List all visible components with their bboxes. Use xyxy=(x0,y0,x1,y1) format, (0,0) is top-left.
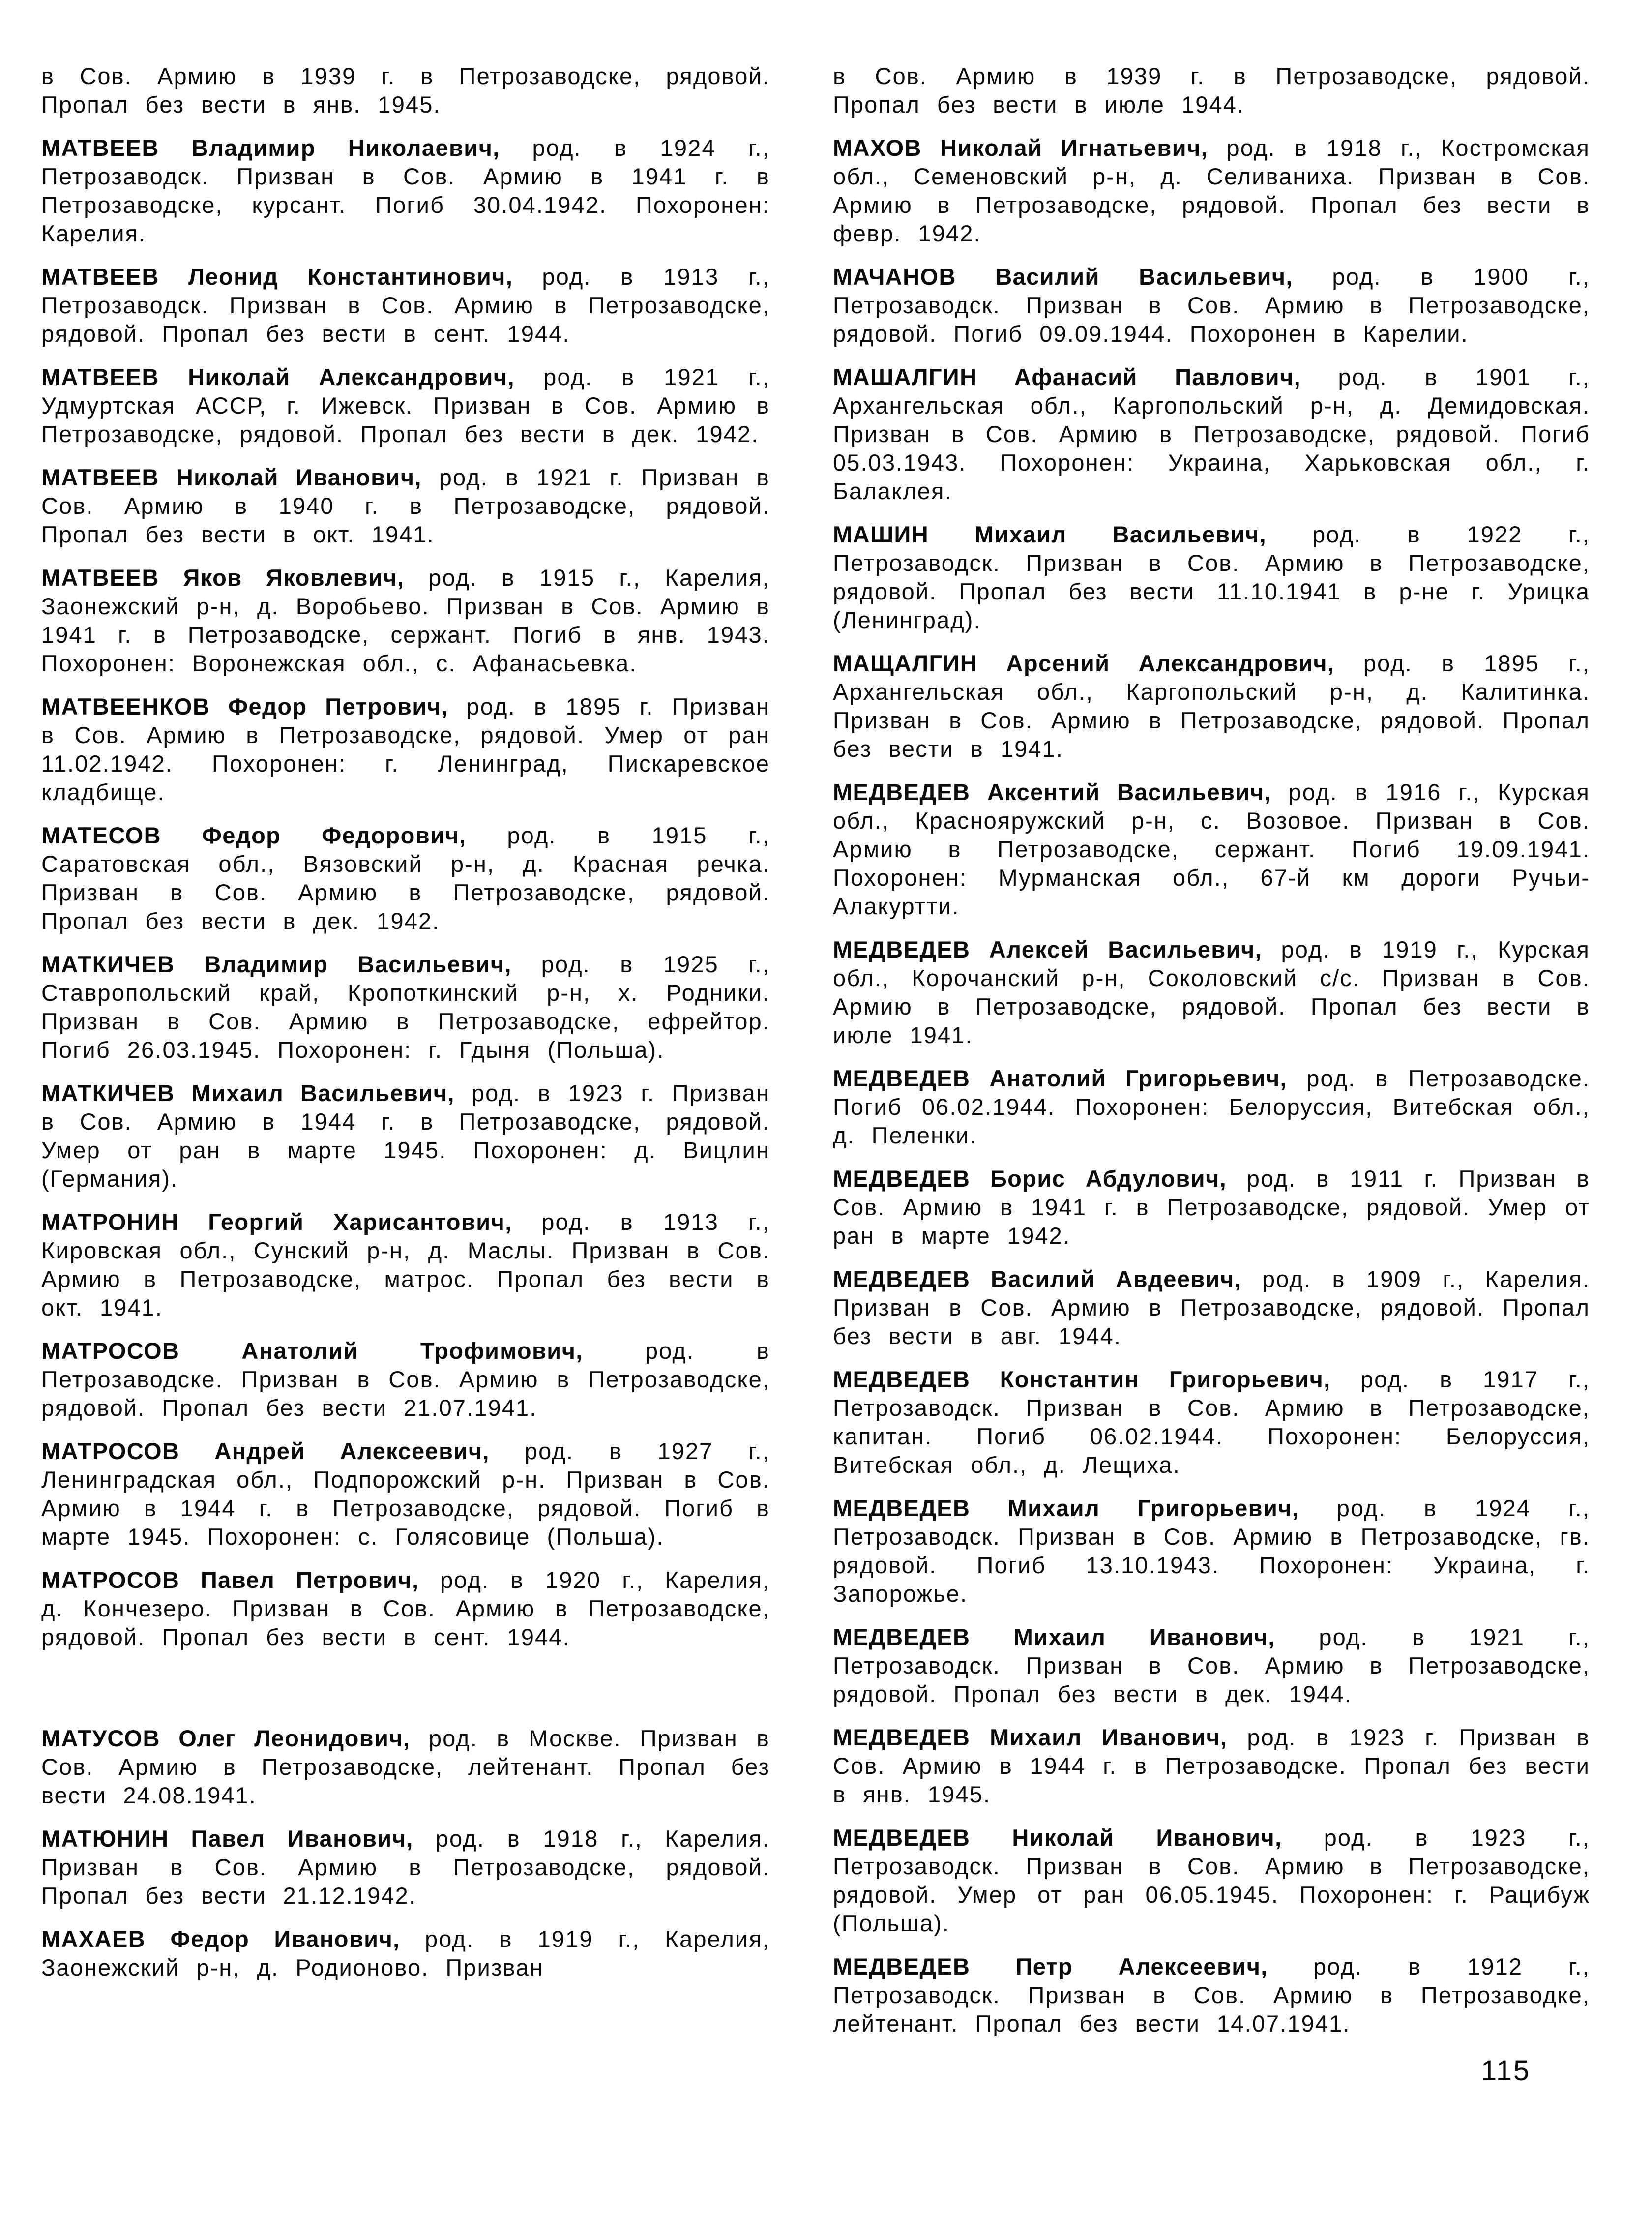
entry-person-name: МАТРОСОВ Андрей Алексеевич, xyxy=(41,1438,525,1464)
entry-details: род. в 1923 г. Призван в Сов. Армию в 1944 г. в Петрозаводске. Пропал без вести в янв. 1945. xyxy=(833,1724,1590,1807)
memorial-entry xyxy=(41,1724,770,1810)
entry-details: род. в 1923 г., Петрозаводск. Призван в Сов. Армию в Петрозаводске, рядовой. Умер от ран 06.05.1945. Похоронен: г. Рацибуж (Польша). xyxy=(833,1825,1591,1936)
memorial-entry xyxy=(833,62,1590,119)
entry-person-name: МАШАЛГИН Афанасий Павлович, xyxy=(833,364,1338,390)
memorial-entry xyxy=(41,1566,770,1651)
memorial-entry xyxy=(41,463,770,549)
memorial-entry xyxy=(833,1952,1590,2038)
entry-person-name: МЕДВЕДЕВ Аксентий Васильевич, xyxy=(833,779,1289,805)
entry-person-name: МАТВЕЕВ Николай Иванович, xyxy=(41,464,439,490)
memorial-entry xyxy=(41,692,770,807)
entry-details: род. в Петрозаводске. Призван в Сов. Армию в Петрозаводске, рядовой. Пропал без вести 21.07.1941. xyxy=(41,1338,770,1421)
memorial-entry xyxy=(833,363,1590,506)
entry-person-name: МЕДВЕДЕВ Борис Абдулович, xyxy=(833,1166,1247,1192)
entry-person-name: МАЩАЛГИН Арсений Александрович, xyxy=(833,650,1363,676)
entry-details: род. в 1924 г., Петрозаводск. Призван в Сов. Армию в 1941 г. в Петрозаводске, курсант. Погиб 30.04.1942. Похоронен: Карелия. xyxy=(41,135,770,246)
page-number: 115 xyxy=(1481,2055,1531,2087)
memorial-entry xyxy=(833,1824,1590,1938)
entry-person-name: МАТКИЧЕВ Михаил Васильевич, xyxy=(41,1080,472,1106)
entry-details: род. в 1915 г., Саратовская обл., Вязовский р-н, д. Красная речка. Призван в Сов. Армию в Петрозаводске, рядовой. Пропал без вести в дек. 1942. xyxy=(41,822,770,934)
entry-details: род. в 1915 г., Карелия, Заонежский р-н, д. Воробьево. Призван в Сов. Армию в 1941 г. в Петрозаводске, сержант. Погиб в янв. 1943. Похоронен: Воронежская обл., с. Афанасьевка. xyxy=(41,565,770,676)
entry-details: род. в 1919 г., Курская обл., Корочанский р-н, Соколовский с/с. Призван в Сов. Армию в Петрозаводске, рядовой. Пропал без вести в июле 1941. xyxy=(833,936,1590,1048)
entry-person-name: МАХАЕВ Федор Иванович, xyxy=(41,1926,425,1952)
entry-details: род. в Москве. Призван в Сов. Армию в Петрозаводске, лейтенант. Пропал без вести 24.08.1941. xyxy=(41,1725,770,1808)
entry-details: род. в 1913 г., Петрозаводск. Призван в Сов. Армию в Петрозаводске, рядовой. Пропал без вести в сент. 1944. xyxy=(41,264,770,347)
entry-details: в Сов. Армию в 1939 г. в Петрозаводске, рядовой. Пропал без вести в июле 1944. xyxy=(833,63,1590,118)
entry-person-name: МАТВЕЕВ Владимир Николаевич, xyxy=(41,135,532,161)
memorial-entry xyxy=(833,520,1590,634)
memorial-entry xyxy=(41,263,770,348)
right-column xyxy=(833,62,1590,2053)
entry-person-name: МАХОВ Николай Игнатьевич, xyxy=(833,135,1227,161)
entry-details: род. в 1923 г. Призван в Сов. Армию в 1944 г. в Петрозаводске, рядовой. Умер от ран в марте 1945. Похоронен: д. Вицлин (Германия). xyxy=(41,1080,770,1192)
memorial-entry xyxy=(833,778,1590,921)
memorial-entry xyxy=(833,1265,1590,1350)
entry-details: в Сов. Армию в 1939 г. в Петрозаводске, рядовой. Пропал без вести в янв. 1945. xyxy=(41,63,770,118)
entry-details: род. в 1912 г., Петрозаводск. Призван в Сов. Армию в Петрозаводке, лейтенант. Пропал без вести 14.07.1941. xyxy=(833,1953,1590,2036)
memorial-entry xyxy=(833,1494,1590,1608)
memorial-entry xyxy=(41,1208,770,1322)
entry-person-name: МЕДВЕДЕВ Константин Григорьевич, xyxy=(833,1366,1360,1392)
memorial-entry xyxy=(833,1165,1590,1250)
entry-person-name: МАТВЕЕНКОВ Федор Петрович, xyxy=(41,693,467,719)
entry-person-name: МАЧАНОВ Василий Васильевич, xyxy=(833,264,1332,290)
entry-details: род. в 1920 г., Карелия, д. Кончезеро. Призван в Сов. Армию в Петрозаводске, рядовой. Пропал без вести в сент. 1944. xyxy=(41,1567,770,1650)
entry-person-name: МЕДВЕДЕВ Василий Авдеевич, xyxy=(833,1266,1262,1292)
memorial-entry xyxy=(833,263,1590,348)
entry-details: род. в 1924 г., Петрозаводск. Призван в Сов. Армию в Петрозаводске, гв. рядовой. Погиб 13.10.1943. Похоронен: Украина, г. Запорожье. xyxy=(833,1495,1590,1607)
entry-person-name: МАТКИЧЕВ Владимир Васильевич, xyxy=(41,951,541,977)
entry-person-name: МАТЮНИН Павел Иванович, xyxy=(41,1826,436,1852)
left-column xyxy=(41,62,770,1997)
entry-details: род. в 1913 г., Кировская обл., Сунский р-н, д. Маслы. Призван в Сов. Армию в Петрозаводске, матрос. Пропал без вести в окт. 1941. xyxy=(41,1209,770,1320)
entry-person-name: МАТРОНИН Георгий Харисантович, xyxy=(41,1209,542,1235)
memorial-entry xyxy=(833,935,1590,1049)
entry-details: род. в Петрозаводске. Погиб 06.02.1944. Похоронен: Белоруссия, Витебская обл., д. Пеленки. xyxy=(833,1065,1590,1148)
memorial-entry xyxy=(41,1437,770,1551)
entry-person-name: МЕДВЕДЕВ Петр Алексеевич, xyxy=(833,1953,1313,1979)
memorial-entry xyxy=(833,1723,1590,1809)
memorial-entry xyxy=(41,363,770,449)
entry-person-name: МЕДВЕДЕВ Анатолий Григорьевич, xyxy=(833,1065,1307,1091)
entry-person-name: МЕДВЕДЕВ Николай Иванович, xyxy=(833,1825,1324,1851)
entry-details: род. в 1901 г., Архангельская обл., Каргопольский р-н, д. Демидовская. Призван в Сов. Армию в Петрозаводске, рядовой. Погиб 05.03.1943. Похоронен: Украина, Харьковская обл., г. Балаклея. xyxy=(833,364,1590,504)
entry-details: род. в 1922 г., Петрозаводск. Призван в Сов. Армию в Петрозаводске, рядовой. Пропал без вести 11.10.1941 в р-не г. Урицка (Ленинград). xyxy=(833,521,1590,633)
entry-details: род. в 1917 г., Петрозаводск. Призван в Сов. Армию в Петрозаводске, капитан. Погиб 06.02.1944. Похоронен: Белоруссия, Витебская обл., д. Лещиха. xyxy=(833,1366,1590,1478)
memorial-entry xyxy=(41,821,770,935)
memorial-entry xyxy=(833,1064,1590,1150)
entry-details: род. в 1921 г., Петрозаводск. Призван в Сов. Армию в Петрозаводске, рядовой. Пропал без вести в дек. 1944. xyxy=(833,1624,1591,1707)
entry-details: род. в 1927 г., Ленинградская обл., Подпорожский р-н. Призван в Сов. Армию в 1944 г. в Петрозаводске, рядовой. Погиб в марте 1945. Похоронен: с. Голясовице (Польша). xyxy=(41,1438,770,1550)
entry-details: род. в 1895 г. Призван в Сов. Армию в Петрозаводске, рядовой. Умер от ран 11.02.1942. Похоронен: г. Ленинград, Пискаревское кладбище. xyxy=(41,693,770,805)
entry-details: род. в 1918 г., Костромская обл., Семеновский р-н, д. Селиваниха. Призван в Сов. Армию в Петрозаводске, рядовой. Пропал без вести в февр. 1942. xyxy=(833,135,1590,246)
memorial-entry xyxy=(833,649,1590,763)
entry-person-name: МАТВЕЕВ Николай Александрович, xyxy=(41,364,544,390)
memorial-entry xyxy=(41,1925,770,1982)
entry-details: род. в 1916 г., Курская обл., Краснояружский р-н, с. Возовое. Призван в Сов. Армию в Петрозаводске, сержант. Погиб 19.09.1941. Похоронен: Мурманская обл., 67-й км дороги Ручьи-Алакуртти. xyxy=(833,779,1590,919)
memorial-entry xyxy=(41,1825,770,1910)
entry-person-name: МАТУСОВ Олег Леонидович, xyxy=(41,1725,429,1751)
entry-details: род. в 1925 г., Ставропольский край, Кропоткинский р-н, х. Родники. Призван в Сов. Армию в Петрозаводске, ефрейтор. Погиб 26.03.1945. Похоронен: г. Гдыня (Польша). xyxy=(41,951,770,1063)
entry-details: род. в 1895 г., Архангельская обл., Каргопольский р-н, д. Калитинка. Призван в Сов. Армию в Петрозаводске, рядовой. Пропал без вести в 1941. xyxy=(833,650,1591,762)
memorial-entry xyxy=(833,1365,1590,1479)
entry-person-name: МЕДВЕДЕВ Михаил Григорьевич, xyxy=(833,1495,1337,1521)
entry-person-name: МАШИН Михаил Васильевич, xyxy=(833,521,1312,547)
entry-person-name: МЕДВЕДЕВ Михаил Иванович, xyxy=(833,1724,1247,1750)
entry-person-name: МЕДВЕДЕВ Михаил Иванович, xyxy=(833,1624,1319,1650)
entry-details: род. в 1911 г. Призван в Сов. Армию в 1941 г. в Петрозаводске, рядовой. Умер от ран в марте 1942. xyxy=(833,1166,1590,1249)
entry-details: род. в 1919 г., Карелия, Заонежский р-н, д. Родионово. Призван xyxy=(41,1926,770,1980)
entry-person-name: МАТВЕЕВ Яков Яковлевич, xyxy=(41,565,429,591)
entry-person-name: МАТВЕЕВ Леонид Константинович, xyxy=(41,264,542,290)
entry-person-name: МАТЕСОВ Федор Федорович, xyxy=(41,822,507,848)
entry-details: род. в 1909 г., Карелия. Призван в Сов. Армию в Петрозаводске, рядовой. Пропал без вести в авг. 1944. xyxy=(833,1266,1591,1349)
memorial-entry xyxy=(41,62,770,119)
memorial-entry xyxy=(833,134,1590,248)
memorial-entry xyxy=(41,134,770,248)
entry-person-name: МАТРОСОВ Павел Петрович, xyxy=(41,1567,441,1593)
memorial-entry xyxy=(41,950,770,1064)
memorial-entry xyxy=(833,1623,1590,1708)
memorial-entry xyxy=(41,1079,770,1193)
memorial-entry xyxy=(41,564,770,678)
entry-person-name: МАТРОСОВ Анатолий Трофимович, xyxy=(41,1338,645,1364)
entry-details: род. в 1918 г., Карелия. Призван в Сов. Армию в Петрозаводске, рядовой. Пропал без вести 21.12.1942. xyxy=(41,1826,770,1909)
entry-person-name: МЕДВЕДЕВ Алексей Васильевич, xyxy=(833,936,1281,962)
entry-details: род. в 1921 г. Призван в Сов. Армию в 1940 г. в Петрозаводске, рядовой. Пропал без вести в окт. 1941. xyxy=(41,464,770,547)
memorial-entry xyxy=(41,1337,770,1422)
entry-details: род. в 1921 г., Удмуртская АССР, г. Ижевск. Призван в Сов. Армию в Петрозаводске, рядовой. Пропал без вести в дек. 1942. xyxy=(41,364,770,447)
entry-details: род. в 1900 г., Петрозаводск. Призван в Сов. Армию в Петрозаводске, рядовой. Погиб 09.09.1944. Похоронен в Карелии. xyxy=(833,264,1590,347)
